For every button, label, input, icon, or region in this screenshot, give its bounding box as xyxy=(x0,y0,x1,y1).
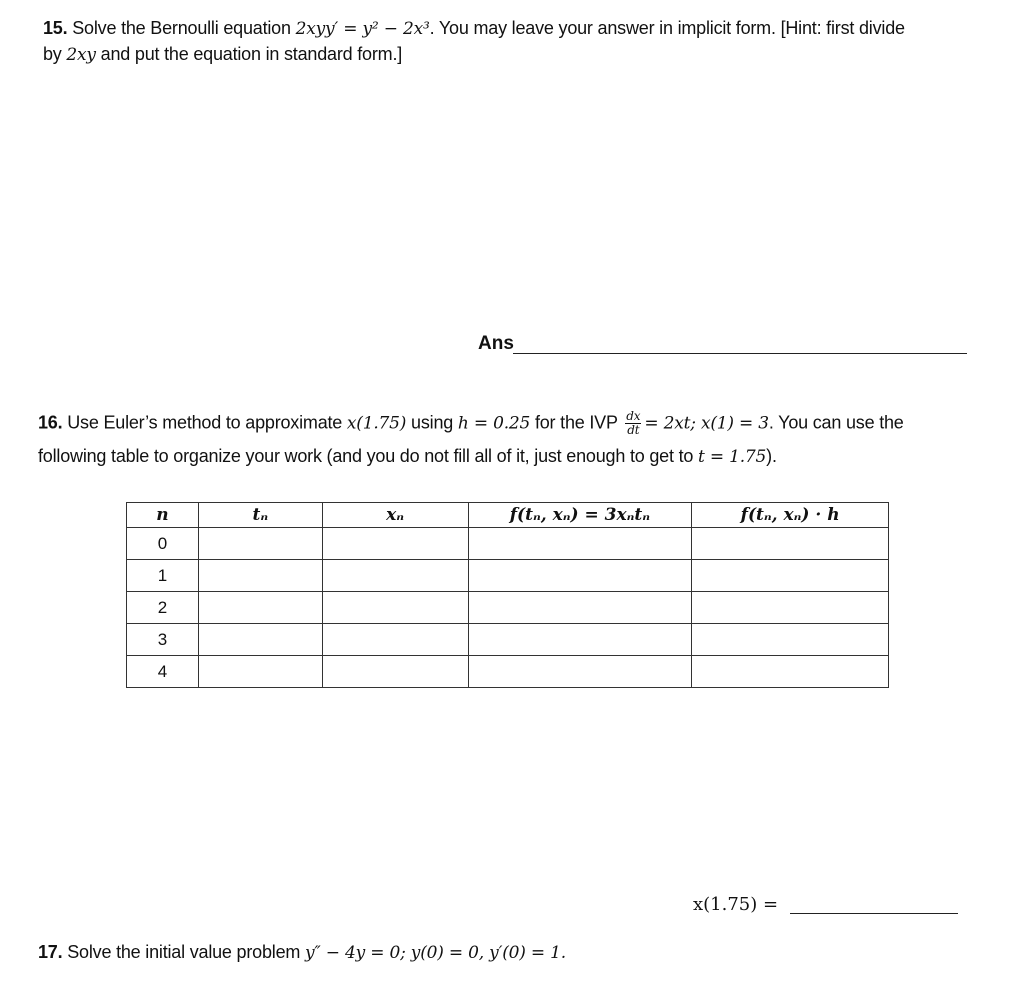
problem-16-eq-ivp: = 2xt; x(1) = 3 xyxy=(644,413,769,434)
table-header-row xyxy=(127,503,889,528)
problem-15-equation: 2xyy′ = y² − 2x³ xyxy=(295,19,430,39)
euler-table xyxy=(126,502,889,688)
problem-15-number: 15. xyxy=(43,18,68,38)
problem-16-eq-step: h = 0.25 xyxy=(457,413,531,434)
table-row xyxy=(127,624,889,656)
table-row xyxy=(127,592,889,624)
header-tn: tₙ xyxy=(198,503,322,528)
header-n: n xyxy=(127,503,199,528)
cell-xn[interactable] xyxy=(322,656,468,688)
answer-blank[interactable] xyxy=(513,353,967,354)
problem-16-number: 16. xyxy=(38,412,63,433)
cell-tn[interactable] xyxy=(198,624,322,656)
fraction-denominator: dt xyxy=(627,423,640,437)
cell-fh[interactable] xyxy=(692,592,889,624)
problem-16-eq-target: x(1.75) xyxy=(346,413,407,434)
answer-label: Ans xyxy=(478,333,514,354)
cell-tn[interactable] xyxy=(198,592,322,624)
header-f: f(tₙ, xₙ) = 3xₙtₙ xyxy=(468,503,692,528)
problem-15-text-tail: . You may leave your answer in implicit form. [Hint: first divide xyxy=(429,18,905,38)
table-row xyxy=(127,656,889,688)
problem-15-line2-start: by xyxy=(43,44,67,64)
cell-fh[interactable] xyxy=(692,560,889,592)
problem-17-number: 17. xyxy=(38,942,63,962)
cell-f[interactable] xyxy=(468,624,692,656)
cell-f[interactable] xyxy=(468,560,692,592)
problem-16-text-mid: using xyxy=(406,412,458,433)
cell-xn[interactable] xyxy=(322,592,468,624)
problem-16-text: Use Euler’s method to approximate xyxy=(62,412,347,433)
cell-fh[interactable] xyxy=(692,528,889,560)
problem-15-text: Solve the Bernoulli equation xyxy=(67,18,296,38)
cell-tn[interactable] xyxy=(198,560,322,592)
fraction-numerator: dx xyxy=(626,409,641,423)
problem-15-line2-tail: and put the equation in standard form.] xyxy=(95,44,403,64)
problem-16-line-1 xyxy=(38,410,904,437)
problem-15-line-1 xyxy=(43,16,905,41)
cell-fh[interactable] xyxy=(692,624,889,656)
problem-16-line2-eq: t = 1.75 xyxy=(698,447,767,467)
problem-15-divisor: 2xy xyxy=(66,45,96,65)
problem-17-line xyxy=(38,940,566,965)
final-answer-blank[interactable] xyxy=(790,913,958,914)
cell-tn[interactable] xyxy=(198,656,322,688)
row-index: 1 xyxy=(127,560,199,592)
cell-fh[interactable] xyxy=(692,656,889,688)
row-index: 2 xyxy=(127,592,199,624)
problem-16-text-ivp: for the IVP xyxy=(530,412,623,433)
cell-xn[interactable] xyxy=(322,624,468,656)
cell-f[interactable] xyxy=(468,656,692,688)
row-index: 0 xyxy=(127,528,199,560)
problem-16-line2-tail: ). xyxy=(766,446,777,466)
cell-f[interactable] xyxy=(468,528,692,560)
cell-f[interactable] xyxy=(468,592,692,624)
header-xn: xₙ xyxy=(322,503,468,528)
problem-16-line-2 xyxy=(38,444,777,469)
row-index: 4 xyxy=(127,656,199,688)
problem-17-equation: y″ − 4y = 0; y(0) = 0, y′(0) = 1. xyxy=(304,943,566,963)
table-row xyxy=(127,560,889,592)
final-answer-label: x(1.75) = xyxy=(693,894,779,915)
problem-15-line-2 xyxy=(43,42,402,67)
problem-16-text-tail: . You can use the xyxy=(768,412,904,433)
row-index: 3 xyxy=(127,624,199,656)
header-fh: f(tₙ, xₙ) · h xyxy=(692,503,889,528)
cell-xn[interactable] xyxy=(322,560,468,592)
problem-16-line2-text: following table to organize your work (and you do not fill all of it, just enough to get to xyxy=(38,446,699,466)
cell-tn[interactable] xyxy=(198,528,322,560)
derivative-fraction xyxy=(625,410,641,437)
table-row xyxy=(127,528,889,560)
problem-17-text: Solve the initial value problem xyxy=(62,942,305,962)
cell-xn[interactable] xyxy=(322,528,468,560)
